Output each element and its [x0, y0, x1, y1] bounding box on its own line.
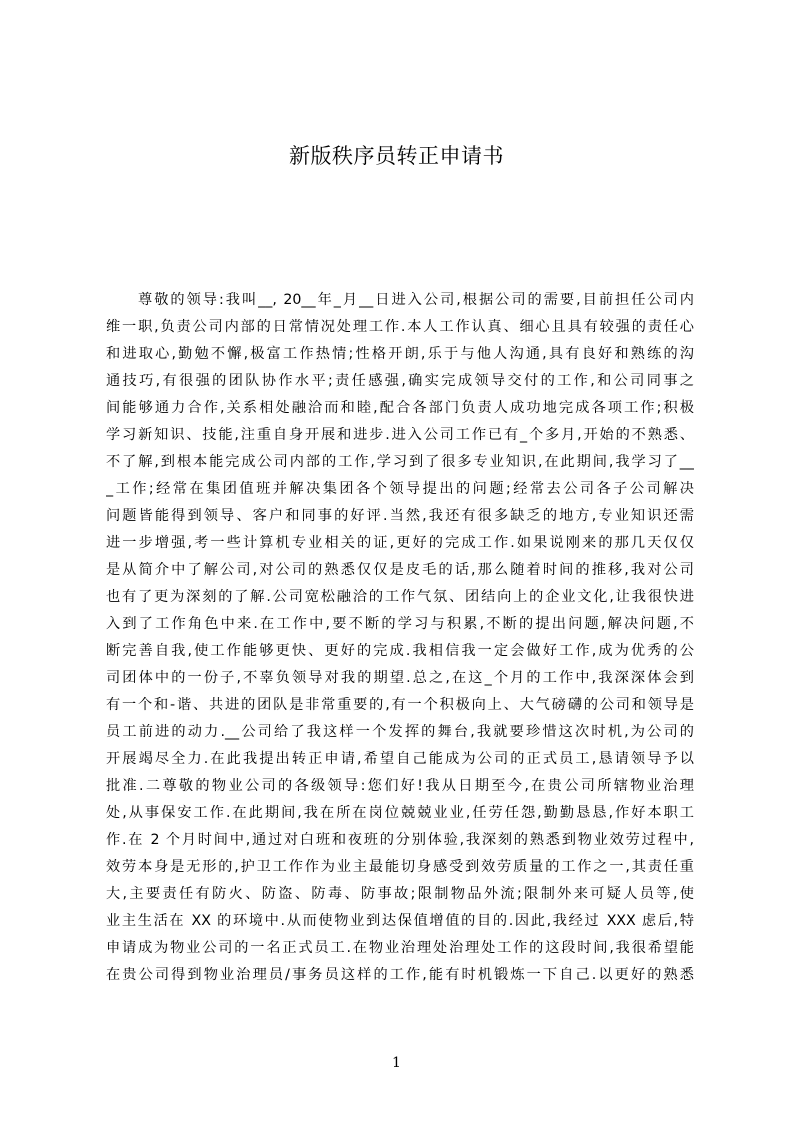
- body-line: 尊敬的领导:我叫__, 20__年_月__日进入公司,根据公司的需要,目前担任公司内: [138, 292, 694, 308]
- body-line: 批准.二尊敬的物业公司的各级领导:您们好!我从日期至今,在贵公司所辖物业治理: [106, 778, 694, 794]
- body-line: 问题皆能得到领导、客户和同事的好评.当然,我还有很多缺乏的地方,专业知识还需: [106, 508, 694, 524]
- body-line: 不了解,到根本能完成公司内部的工作,学习到了很多专业知识,在此期间,我学习了__: [106, 454, 694, 470]
- body-line: 申请成为物业公司的一名正式员工.在物业治理处治理处工作的这段时间,我很希望能: [106, 940, 694, 956]
- body-line: 进一步增强,考一些计算机专业相关的证,更好的完成工作.如果说刚来的那几天仅仅: [106, 535, 694, 551]
- body-line: 断完善自我,使工作能够更快、更好的完成.我相信我一定会做好工作,成为优秀的公: [106, 643, 694, 659]
- document-title: 新版秩序员转正申请书: [289, 144, 504, 168]
- body-line: 效劳本身是无形的,护卫工作作为业主最能切身感受到效劳质量的工作之一,其责任重: [106, 859, 694, 875]
- body-line: 学习新知识、技能,注重自身开展和进步.进入公司工作已有_个多月,开始的不熟悉、: [106, 427, 694, 443]
- body-line: 员工前进的动力.__公司给了我这样一个发挥的舞台,我就要珍惜这次时机,为公司的: [106, 724, 694, 740]
- body-line: 在贵公司得到物业治理员/事务员这样的工作,能有时机锻炼一下自己.以更好的熟悉: [106, 967, 694, 983]
- body-line: 是从简介中了解公司,对公司的熟悉仅仅是皮毛的话,那么随着时间的推移,我对公司: [106, 562, 694, 578]
- body-line: 有一个和-谐、共进的团队是非常重要的,有一个积极向上、大气磅礴的公司和领导是: [106, 697, 694, 713]
- body-line: 大,主要责任有防火、防盗、防毒、防事故;限制物品外流;限制外来可疑人员等,使: [106, 886, 694, 902]
- body-line: _工作;经常在集团值班并解决集团各个领导提出的问题;经常去公司各子公司解决: [106, 481, 694, 497]
- body-line: 处,从事保安工作.在此期间,我在所在岗位兢兢业业,任劳任怨,勤勤恳恳,作好本职工: [106, 805, 694, 821]
- page-number: 1: [392, 1055, 401, 1071]
- body-line: 入到了工作角色中来.在工作中,要不断的学习与积累,不断的提出问题,解决问题,不: [106, 616, 694, 632]
- body-line: 作.在 2 个月时间中,通过对白班和夜班的分别体验,我深刻的熟悉到物业效劳过程中,: [106, 832, 694, 848]
- body-line: 和进取心,勤勉不懈,极富工作热情;性格开朗,乐于与他人沟通,具有良好和熟练的沟: [106, 346, 694, 362]
- body-line: 业主生活在 XX 的环境中.从而使物业到达保值增值的目的.因此,我经过 XXX 虑后,特: [106, 913, 694, 929]
- body-line: 开展竭尽全力.在此我提出转正申请,希望自己能成为公司的正式员工,恳请领导予以: [106, 751, 694, 767]
- body-line: 也有了更为深刻的了解.公司宽松融洽的工作气氛、团结向上的企业文化,让我很快进: [106, 589, 694, 605]
- body-line: 通技巧,有很强的团队协作水平;责任感强,确实完成领导交付的工作,和公司同事之: [106, 373, 694, 389]
- body-line: 维一职,负责公司内部的日常情况处理工作.本人工作认真、细心且具有较强的责任心: [106, 319, 694, 335]
- body-line: 司团体中的一份子,不辜负领导对我的期望.总之,在这_个月的工作中,我深深体会到: [106, 670, 694, 686]
- body-line: 间能够通力合作,关系相处融洽而和睦,配合各部门负责人成功地完成各项工作;积极: [106, 400, 694, 416]
- document-body: [106, 287, 694, 989]
